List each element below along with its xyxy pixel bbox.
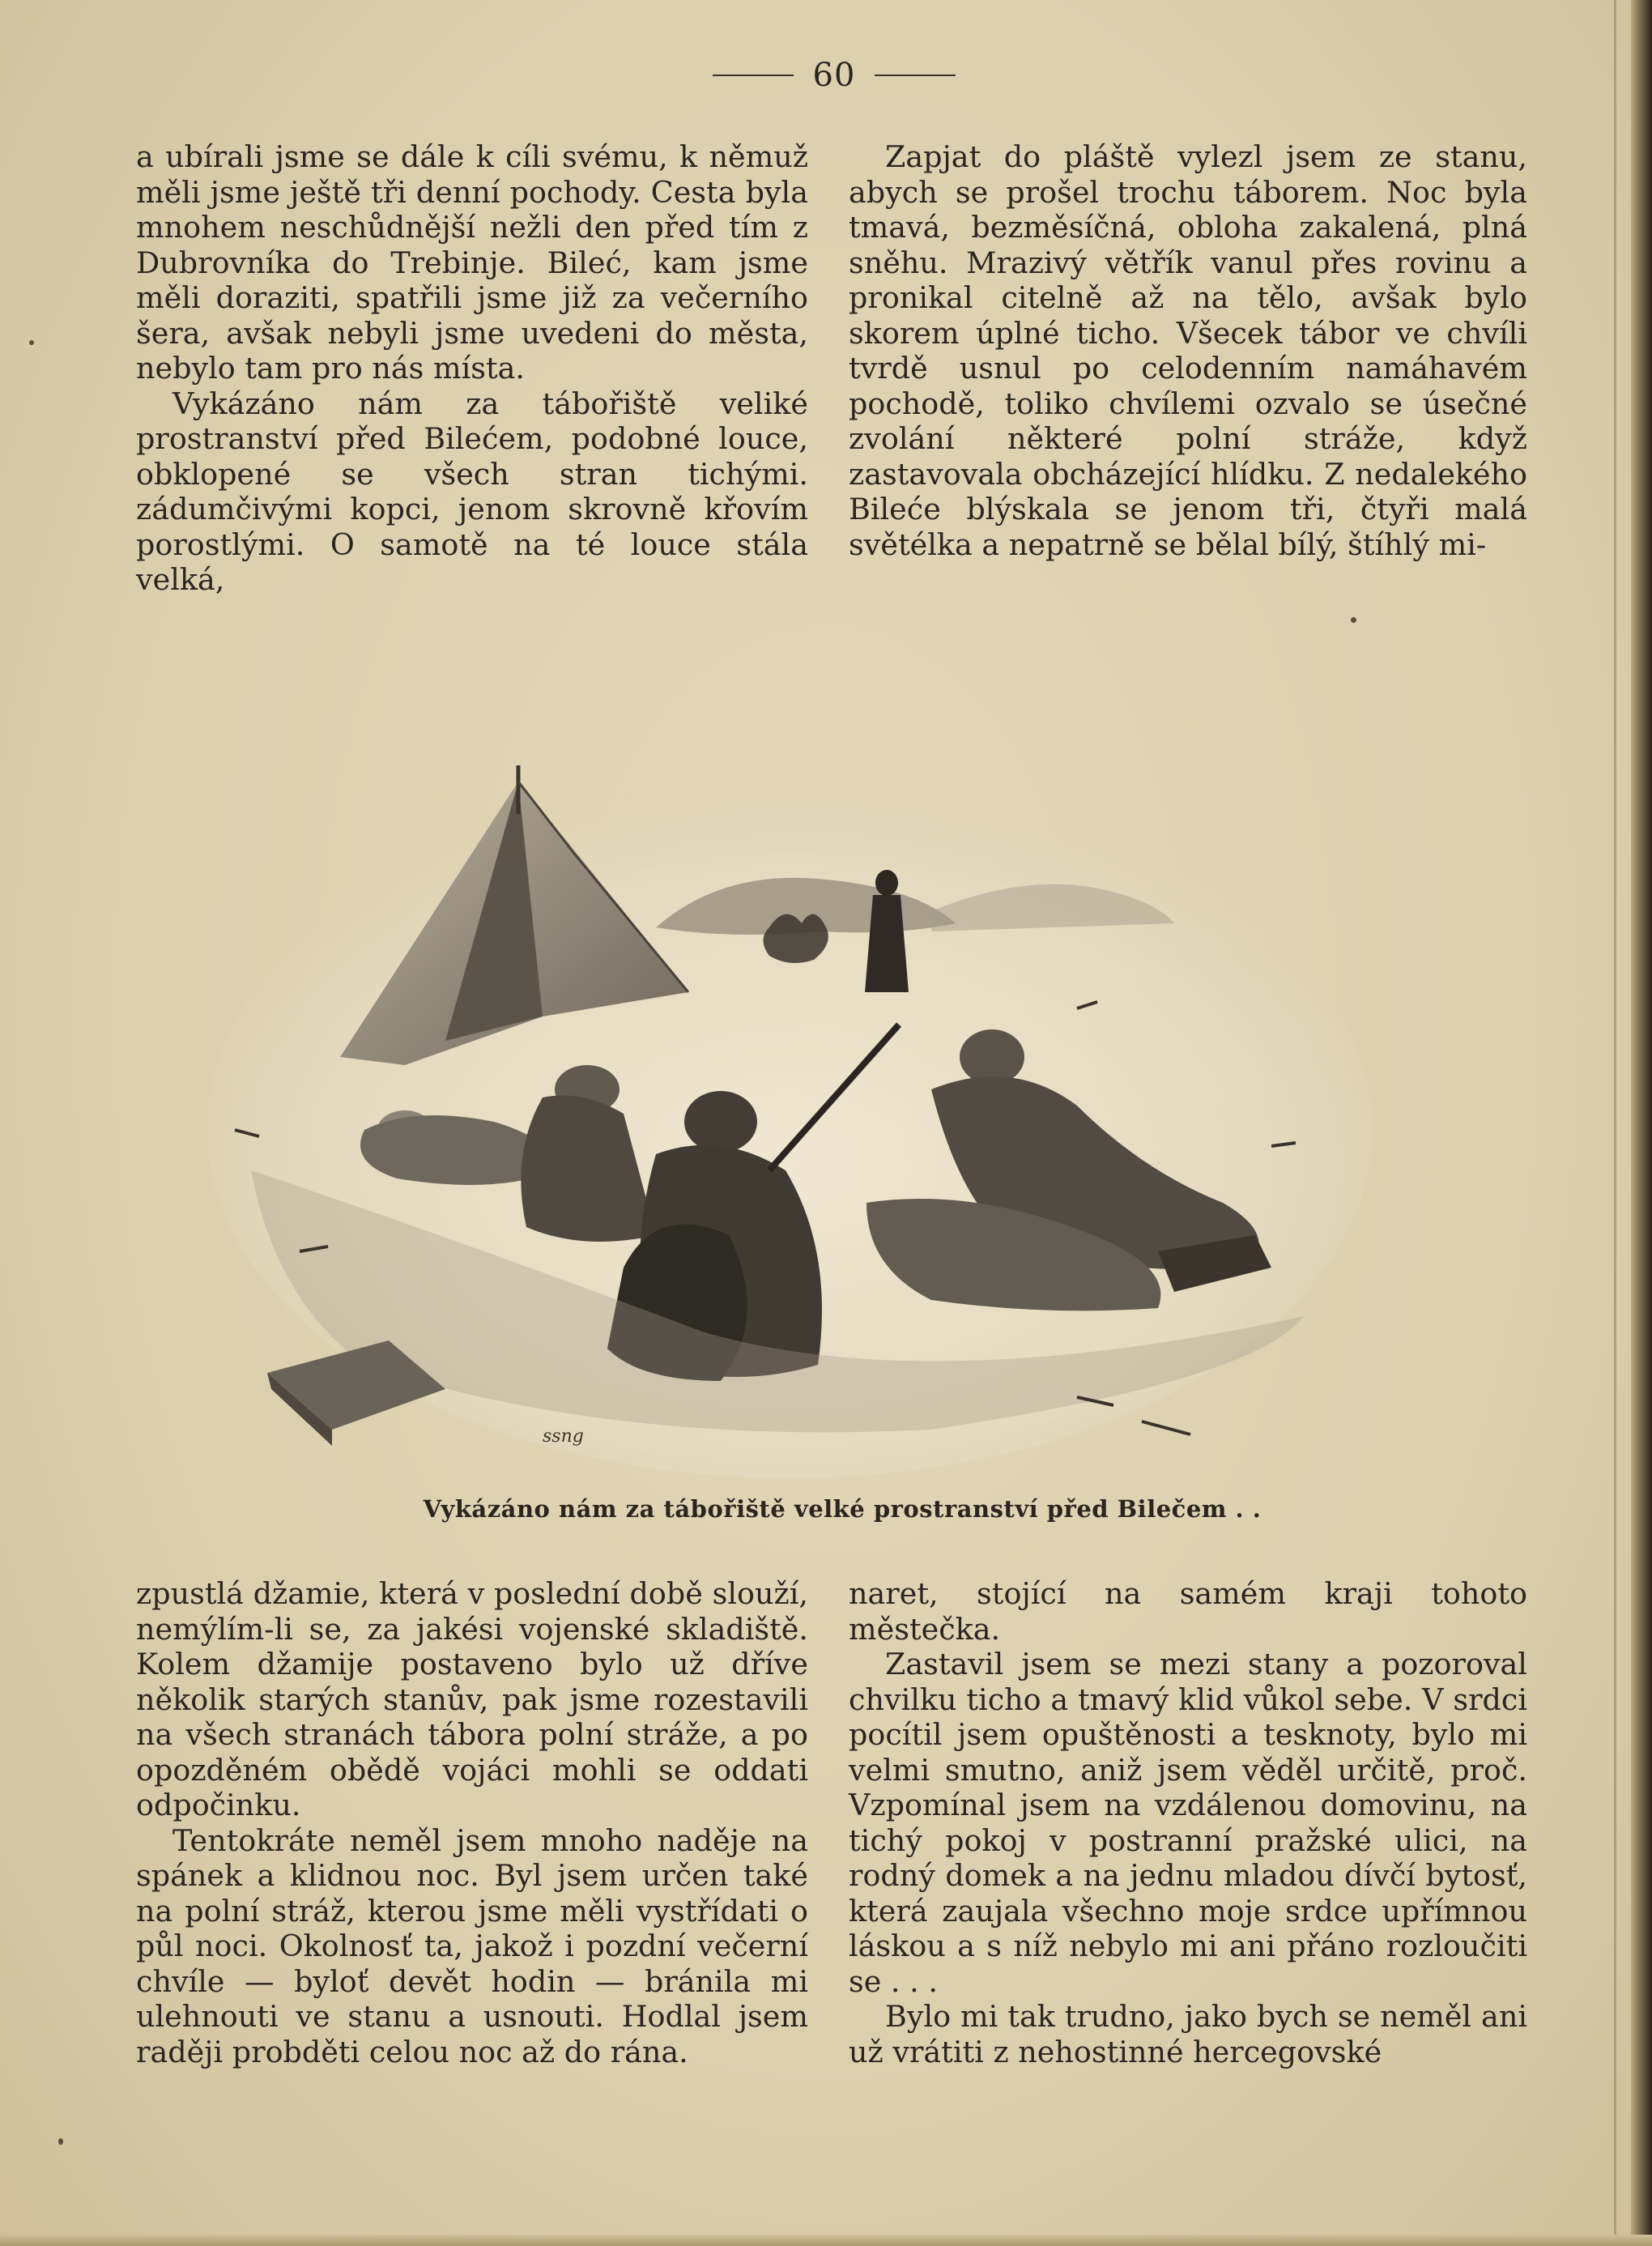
paragraph: a ubírali jsme se dále k cíli svému, k němuž měli jsme ještě tři denní pochody. Cesta byla mnohem neschůdnější nežli den před tím z Dubrovníka do Trebinje. Bileć, kam jsme měli doraziti, spatřili jsme již za večerního šera, avšak nebyli jsme uvedeni do města, nebylo tam pro nás místa. bbox=[136, 139, 808, 386]
text-column-bottom-right bbox=[849, 1576, 1527, 2069]
paragraph: zpustlá džamie, která v poslední době slouží, nemýlím-li se, za jakési vojenské skladiště. Kolem džamije postaveno bylo už dříve několik starých stanův, pak jsme rozestavili na všech stranách tábora polní stráže, a po opozděném obědě vojáci mohli se oddati odpočinku. bbox=[136, 1576, 808, 1822]
artist-signature: ssng bbox=[543, 1426, 584, 1447]
illustration-camp-scene bbox=[202, 749, 1377, 1478]
paper-speck bbox=[29, 340, 34, 345]
binding-shadow-line bbox=[1614, 0, 1616, 2246]
paragraph: Vykázáno nám za tábořiště veliké prostranství před Bilećem, podobné louce, obklopené se všech stran tichými. zádumčivými kopci, jenom skrovně křovím porostlými. O samotě na té louce stála velká, bbox=[136, 386, 808, 597]
paragraph: Zastavil jsem se mezi stany a pozoroval chvilku ticho a tmavý klid vůkol sebe. V srdci pocítil jsem opuštěnosti a tesknoty, bylo mi velmi smutno, aniž jsem věděl určitě, proč. Vzpomínal jsem na vzdálenou domovinu, na tichý pokoj v postranní pražské ulici, na rodný domek a na jednu mladou dívčí bytosť, která zaujala všechno moje srdce upřímnou láskou a s níž nebylo mi ani přáno rozloučiti se . . . bbox=[849, 1647, 1527, 1999]
text-column-bottom-left bbox=[136, 1576, 808, 2069]
paragraph: naret, stojící na samém kraji tohoto městečka. bbox=[849, 1576, 1527, 1647]
page-bottom-edge bbox=[0, 2235, 1652, 2246]
paper-speck bbox=[58, 2138, 63, 2145]
header-rule-left bbox=[713, 75, 794, 76]
illustration-caption: Vykázáno nám za tábořiště velké prostranství před Bilečem . . bbox=[423, 1495, 1262, 1523]
header-rule-right bbox=[875, 75, 956, 76]
book-spine-edge bbox=[1631, 0, 1652, 2246]
text-column-top-left bbox=[136, 139, 808, 598]
paragraph: Zapjat do pláště vylezl jsem ze stanu, abych se prošel trochu táborem. Noc byla tmavá, bezměsíčná, obloha zakalená, plná sněhu. Mrazivý větřík vanul přes rovinu a pronikal citelně až na tělo, avšak bylo skorem úplné ticho. Všecek tábor ve chvíli tvrdě usnul po celodenním namáhavém pochodě, toliko chvílemi ozvalo se úsečné zvolání některé polní stráže, když zastavovala obcházející hlídku. Z nedalekého Bileće blýskala se jenom tři, čtyři malá světélka a nepatrně se bělal bílý, štíhlý mi- bbox=[849, 139, 1527, 562]
page-number: 60 bbox=[812, 57, 856, 94]
paragraph: Tentokráte neměl jsem mnoho naděje na spánek a klidnou noc. Byl jsem určen také na polní stráž, kterou jsme měli vystřídati o půl noci. Okolnosť ta, jakož i pozdní večerní chvíle — byloť devět hodin — bránila mi ulehnouti ve stanu a usnouti. Hodlal jsem raději probděti celou noc až do rána. bbox=[136, 1822, 808, 2069]
paper-speck bbox=[1351, 617, 1356, 623]
paragraph: Bylo mi tak trudno, jako bych se neměl ani už vrátiti z nehostinné hercegovské bbox=[849, 1999, 1527, 2069]
page-header bbox=[713, 55, 956, 96]
text-column-top-right bbox=[849, 139, 1527, 562]
